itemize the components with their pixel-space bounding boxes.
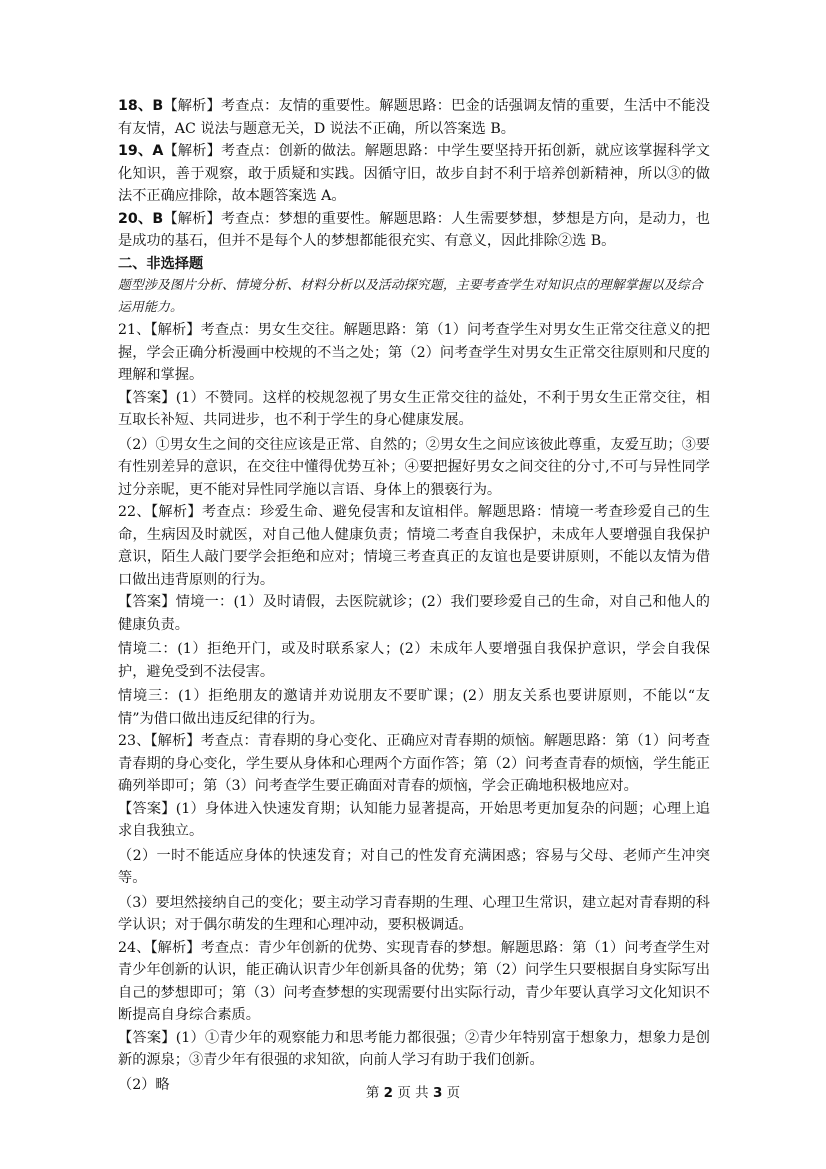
answer-text: 【解析】考查点：友情的重要性。解题思路：巴金的话强调友情的重要，生活中不能没有友情，AC 说法与题意无关，D 说法不正确，所以答案选 B。	[118, 98, 710, 137]
footer-prefix: 第	[365, 1085, 380, 1101]
q22-analysis: 22、【解析】考查点：珍爱生命、避免侵害和友谊相伴。解题思路：情境一考查珍爱自己的生命，生病因及时就医，对自己他人健康负责；情境二考查自我保护，未成年人要增强自我保护意识，陌生人敲门要学会拒绝和应对；情境三考查真正的友谊也是要讲原则，不能以友情为借口做出违背原则的行为。	[118, 504, 710, 588]
footer-mid: 页 共	[397, 1085, 429, 1101]
answer-number: 20、B	[118, 210, 164, 227]
page-number: 2	[383, 1085, 394, 1101]
section-heading: 二、非选择题	[118, 255, 204, 272]
answer-text: 【解析】考查点：梦想的重要性。解题思路：人生需要梦想，梦想是方向，是动力，也是成功的基石，但并不是每个人的梦想都能很充实、有意义，因此排除②选 B。	[118, 210, 710, 249]
q23-analysis: 23、【解析】考查点：青春期的身心变化、正确应对青春期的烦恼。解题思路：第（1）问考查青春期的身心变化，学生要从身体和心理两个方面作答；第（2）问考查青春的烦恼，学生能正确列举即可；第（3）问考查学生要正确面对青春的烦恼，学会正确地积极地应对。	[118, 733, 710, 794]
answer-20	[118, 208, 710, 253]
answer-number: 19、A	[118, 143, 164, 159]
q23-answer-3: （3）要坦然接纳自己的变化；要主动学习青春期的生理、心理卫生常识，建立起对青春期的科学认识；对于偶尔萌发的生理和心理冲动，要积极调适。	[118, 894, 710, 933]
q22-answer-3: 情境三：(1）拒绝朋友的邀请并劝说朋友不要旷课；(2）朋友关系也要讲原则，不能以“友情”为借口做出违反纪律的行为。	[118, 688, 710, 727]
page-footer	[0, 1081, 826, 1101]
q24-analysis: 24、【解析】考查点：青少年创新的优势、实现青春的梦想。解题思路：第（1）问考查学生对青少年创新的认识，能正确认识青少年创新具备的优势；第（2）问学生只要根据自身实际写出自己的梦想即可；第（3）问考查梦想的实现需要付出实际行动，青少年要认真学习文化知识不断提高自身综合素质。	[118, 939, 710, 1023]
answer-18	[118, 95, 710, 140]
q21-analysis: 21、【解析】考查点：男女生交往。解题思路：第（1）问考查学生对男女生正常交往意义的把握，学会正确分析漫画中校规的不当之处；第（2）问考查学生对男女生正常交往原则和尺度的理解和掌握。	[118, 322, 710, 383]
answer-text: 【解析】考查点：创新的做法。解题思路：中学生要坚持开拓创新，就应该掌握科学文化知识，善于观察，敢于质疑和实践。因循守旧，故步自封不利于培养创新精神，所以③的做法不正确应排除，故本题答案选 A。	[118, 143, 710, 204]
q22-answer-1: 【答案】情境一：(1）及时请假，去医院就诊；(2）我们要珍爱自己的生命，对自己和他人的健康负责。	[118, 594, 710, 633]
q21-answer-2: （2）①男女生之间的交往应该是正常、自然的；②男女生之间应该彼此尊重，友爱互助；③要有性别差异的意识，在交往中懂得优势互补；④要把握好男女之间交往的分寸,不可与异性同学过分亲昵，更不能对异性同学施以言语、身体上的猥亵行为。	[118, 436, 710, 498]
section-intro: 题型涉及图片分析、情境分析、材料分析以及活动探究题，主要考查学生对知识点的理解掌握以及综合运用能力。	[118, 278, 703, 315]
q23-answer-1: 【答案】(1）身体进入快速发育期；认知能力显著提高，开始思考更加复杂的问题；心理上追求自我独立。	[118, 800, 710, 839]
footer-suffix: 页	[446, 1085, 461, 1101]
q24-answer-1: 【答案】(1）①青少年的观察能力和思考能力都很强；②青少年特别富于想象力，想象力是创新的源泉；③青少年有很强的求知欲，向前人学习有助于我们创新。	[118, 1029, 710, 1068]
q22-answer-2: 情境二：(1）拒绝开门，或及时联系家人；(2）未成年人要增强自我保护意识，学会自我保护，避免受到不法侵害。	[118, 641, 710, 680]
page-total: 3	[432, 1085, 443, 1101]
q23-answer-2: （2）一时不能适应身体的快速发育；对自己的性发育充满困惑；容易与父母、老师产生冲突等。	[118, 847, 710, 886]
q21-answer-1: 【答案】(1）不赞同。这样的校规忽视了男女生正常交往的益处，不利于男女生正常交往，相互取长补短、共同进步，也不利于学生的身心健康发展。	[118, 389, 710, 428]
answer-content	[118, 95, 710, 1096]
q24-answer-2: （2）略	[118, 1076, 170, 1093]
answer-19	[118, 140, 710, 208]
answer-number: 18、B	[118, 98, 164, 114]
